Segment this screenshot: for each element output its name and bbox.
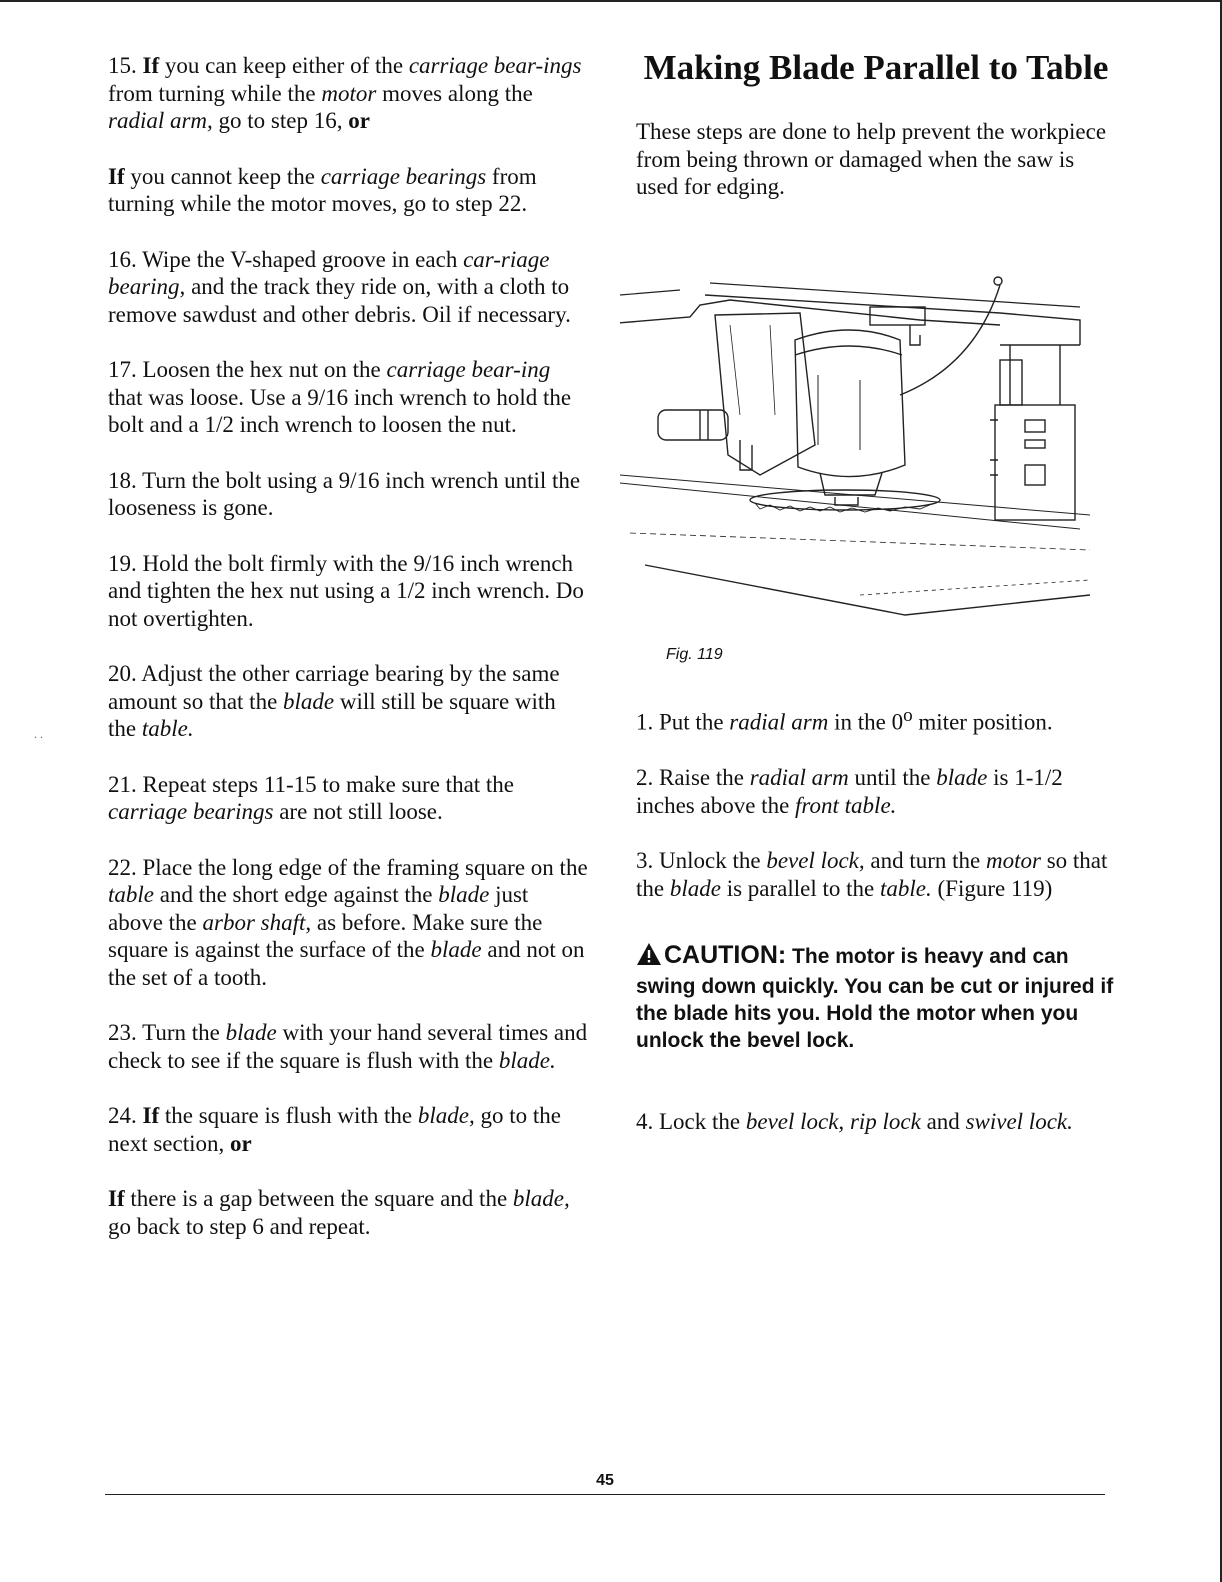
step-23: 23. Turn the blade with your hand several times and check to see if the square is flush with the blade. (108, 1020, 588, 1073)
left-column (108, 52, 588, 1268)
step-1: 1. Put the radial arm in the 0$^o$ miter position. (636, 705, 1053, 735)
step-15: 15. If you can keep either of the carriage bear-ings from turning while the motor moves along the radial arm, go to step 16, or (108, 53, 582, 133)
step-22: 22. Place the long edge of the framing square on the table and the short edge against the blade just above the arbor shaft, as before. Make sure the square is against the surface of the blade and not on the set of a tooth. (108, 854, 588, 990)
stray-mark: . . (34, 727, 43, 741)
step-16: 16. Wipe the V-shaped groove in each car-riage bearing, and the track they ride on, with a cloth to remove sawdust and other debris. Oil if necessary. (108, 246, 571, 327)
step-17: 17. Loosen the hex nut on the carriage bear-ing that was loose. Use a 9/16 inch wrench to hold the bolt and a 1/2 inch wrench to loosen the nut. (108, 357, 572, 437)
right-column (636, 48, 1116, 1164)
page-number: 45 (596, 1472, 614, 1489)
caution-notice (636, 942, 1116, 1054)
step-2: 2. Raise the radial arm until the blade is 1-1/2 inches above the front table. (636, 765, 1063, 818)
step-15-alternative: If you cannot keep the carriage bearings from turning while the motor moves, go to step 22. (108, 163, 537, 216)
caution-label: CAUTION: (664, 941, 787, 970)
caution-text: The motor is heavy and can swing down quickly. You can be cut or injured if the blade hits you. Hold the motor when you unlock the bevel lock. (636, 945, 1114, 1053)
step-21: 21. Repeat steps 11-15 to make sure that the carriage bearings are not still loose. (108, 771, 515, 824)
step-4: 4. Lock the bevel lock, rip lock and swivel lock. (636, 1109, 1073, 1135)
section-title: Making Blade Parallel to Table (643, 48, 1109, 87)
step-3: 3. Unlock the bevel lock, and turn the motor so that the blade is parallel to the table. (Figure 119) (636, 848, 1108, 901)
scan-top-border (0, 0, 1222, 2)
footer-rule (105, 1494, 1105, 1495)
step-24: 24. If the square is flush with the blade, go to the next section, or (108, 1103, 561, 1156)
warning-triangle-icon (636, 942, 662, 973)
radial-arm-saw-drawing (620, 265, 1090, 635)
step-18: 18. Turn the bolt using a 9/16 inch wrench until the looseness is gone. (108, 467, 581, 520)
figure-119-illustration (620, 265, 1090, 635)
figure-caption: Fig. 119 (666, 645, 723, 663)
step-20: 20. Adjust the other carriage bearing by the same amount so that the blade will still be square with the table. (108, 661, 560, 741)
step-24-alternative: If there is a gap between the square and the blade, go back to step 6 and repeat. (108, 1186, 570, 1239)
step-19: 19. Hold the bolt firmly with the 9/16 inch wrench and tighten the hex nut using a 1/2 inch wrench. Do not overtighten. (108, 550, 584, 631)
intro-paragraph: These steps are done to help prevent the workpiece from being thrown or damaged when the saw is used for edging. (636, 119, 1107, 199)
